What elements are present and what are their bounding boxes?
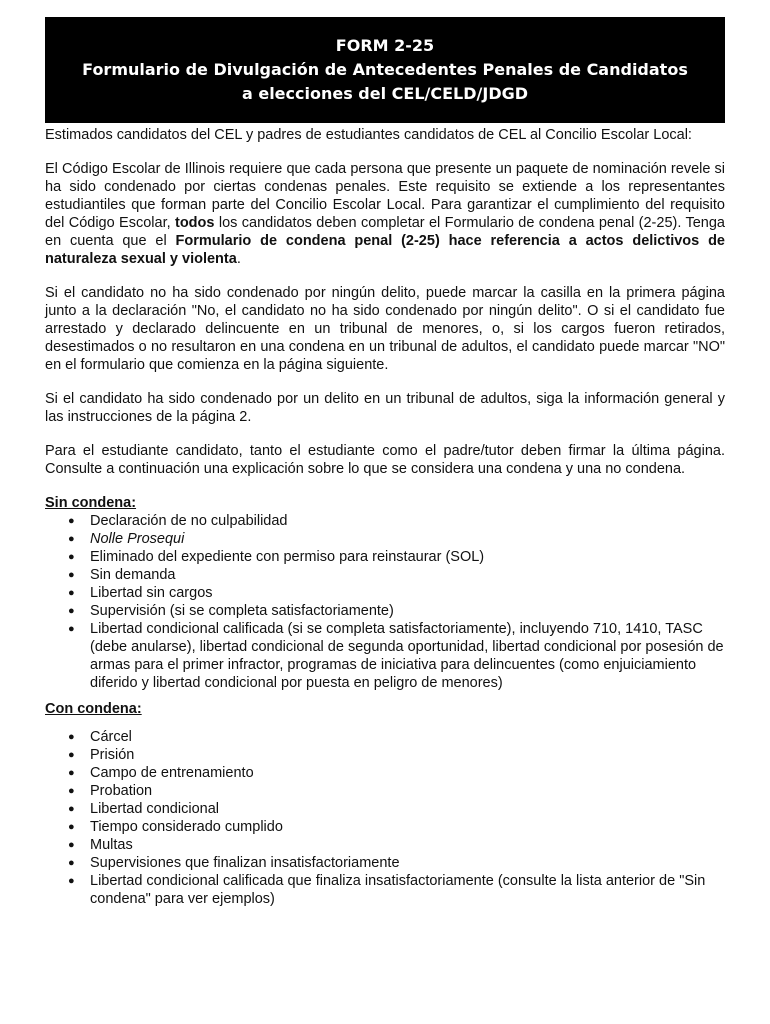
list-item: ● Libertad sin cargos [90, 584, 725, 602]
para1-bold-todos: todos [175, 215, 215, 231]
salutation: Estimados candidatos del CEL y padres de estudiantes candidatos de CEL al Concilio Escolar Local: [45, 127, 692, 143]
para1-text-3: . [236, 251, 241, 267]
list-item: ● Supervisiones que finalizan insatisfactoriamente [90, 854, 725, 872]
form-title-line-1: Formulario de Divulgación de Antecedentes Penales de Candidatos [82, 60, 688, 79]
para1-text-1: El Código Escolar de Illinois requiere que cada persona que presente un paquete de nominación revele si ha sido condenado por ciertas condenas penales. Este requisito se extiende a los representantes estudiantiles que forman parte del Concilio Escolar Local. Para garantizar el cumplimiento del requisito del Código Escolar, [45, 161, 725, 231]
document-body [45, 126, 725, 908]
list-item: ● Libertad condicional calificada que finaliza insatisfactoriamente (consulte la lista anterior de "Sin condena" para ver ejemplos) [90, 872, 725, 908]
list-item: ● Multas [90, 836, 725, 854]
form-header [45, 17, 725, 123]
list-item: ● Declaración de no culpabilidad [90, 512, 725, 530]
form-number: FORM 2-25 [335, 36, 435, 55]
list-item: ● Prisión [90, 746, 725, 764]
list-item: ● Cárcel [90, 728, 725, 746]
list-item: ● Libertad condicional [90, 800, 725, 818]
list-item: ● Sin demanda [90, 566, 725, 584]
paragraph-student-signature: Para el estudiante candidato, tanto el estudiante como el padre/tutor deben firmar la última página. Consulte a continuación una explicación sobre lo que se considera una condena y una no condena. [45, 443, 725, 477]
paragraph-illinois-code [45, 160, 725, 268]
list-con-condena [45, 728, 725, 908]
heading-sin-condena: Sin condena: [45, 495, 137, 511]
paragraph-not-convicted: Si el candidato no ha sido condenado por ningún delito, puede marcar la casilla en la primera página junto a la declaración "No, el candidato no ha sido condenado por ningún delito". O si el candidato fue arrestado y declarado delincuente en un tribunal de menores, o, si los cargos fueron retirados, desestimados o no resultaron en una condena en un tribunal de adultos, el candidato puede marcar "NO" en el formulario que comienza en la página siguiente. [45, 285, 725, 373]
list-item: ● Probation [90, 782, 725, 800]
list-item: ● Supervisión (si se completa satisfactoriamente) [90, 602, 725, 620]
list-item: ● Tiempo considerado cumplido [90, 818, 725, 836]
list-item: ● Eliminado del expediente con permiso para reinstaurar (SOL) [90, 548, 725, 566]
para1-bold-note: Formulario de condena penal (2-25) hace referencia a actos delictivos de naturaleza sexual y violenta [45, 233, 725, 267]
list-item: ● Nolle Prosequi [90, 530, 725, 548]
list-sin-condena [45, 512, 725, 692]
para1-text-2: los candidatos deben completar el Formulario de condena penal (2-25). Tenga en cuenta que el [45, 215, 725, 249]
list-item: ● Campo de entrenamiento [90, 764, 725, 782]
paragraph-convicted: Si el candidato ha sido condenado por un delito en un tribunal de adultos, siga la información general y las instrucciones de la página 2. [45, 391, 725, 425]
heading-con-condena: Con condena: [45, 701, 142, 717]
form-title-line-2: a elecciones del CEL/CELD/JDGD [241, 84, 529, 103]
list-item: ● Libertad condicional calificada (si se completa satisfactoriamente), incluyendo 710, 1410, TASC (debe anularse), libertad condicional de segunda oportunidad, libertad condicional por posesión de armas para el primer infractor, programas de iniciativa para delincuentes (como enjuiciamiento diferido y libertad condicional por puesta en peligro de menores) [90, 620, 725, 692]
